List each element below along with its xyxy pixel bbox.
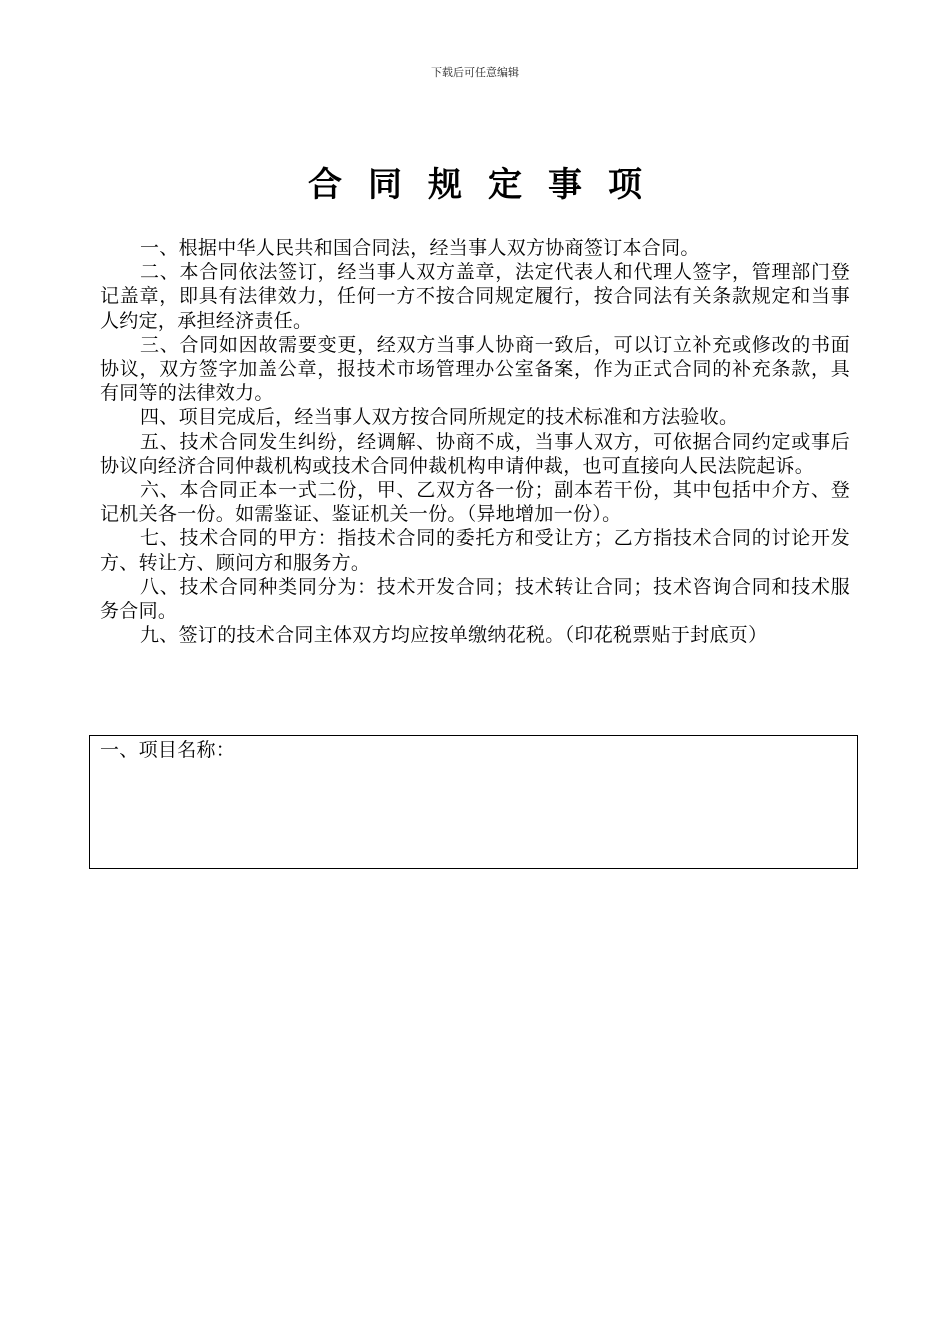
page-header-note: 下载后可任意编辑 — [431, 66, 519, 79]
clause-5: 五、技术合同发生纠纷，经调解、协商不成，当事人双方，可依据合同约定或事后协议向经济合同仲裁机构或技术合同仲裁机构申请仲裁，也可直接向人民法院起诉。 — [100, 430, 850, 477]
clause-8: 八、技术合同种类同分为：技术开发合同；技术转让合同；技术咨询合同和技术服务合同。 — [100, 575, 850, 623]
clause-3: 三、合同如因故需要变更，经双方当事人协商一致后，可以订立补充或修改的书面协议，双方签字加盖公章，报技术市场管理办公室备案，作为正式合同的补充条款，具有同等的法律效力。 — [100, 333, 850, 405]
clause-4: 四、项目完成后，经当事人双方按合同所规定的技术标准和方法验收。 — [140, 406, 739, 429]
clause-list — [100, 236, 850, 647]
clause-2: 二、本合同依法签订，经当事人双方盖章，法定代表人和代理人签字，管理部门登记盖章，即具有法律效力，任何一方不按合同规定履行，按合同法有关条款规定和当事人约定，承担经济责任。 — [100, 261, 850, 332]
clause-1: 一、根据中华人民共和国合同法，经当事人双方协商签订本合同。 — [140, 237, 700, 259]
clause-7: 七、技术合同的甲方：指技术合同的委托方和受让方；乙方指技术合同的讨论开发方、转让方、顾问方和服务方。 — [100, 527, 850, 574]
project-name-box — [89, 735, 858, 869]
clause-6: 六、本合同正本一式二份，甲、乙双方各一份；副本若干份，其中包括中介方、登记机关各一份。如需鉴证、鉴证机关一份。（异地增加一份）。 — [100, 479, 850, 526]
document-title: 合同规定事项 — [308, 165, 668, 205]
project-name-label: 一、项目名称： — [100, 739, 236, 761]
clause-9: 九、签订的技术合同主体双方均应按单缴纳花税。（印花税票贴于封底页） — [140, 624, 768, 647]
